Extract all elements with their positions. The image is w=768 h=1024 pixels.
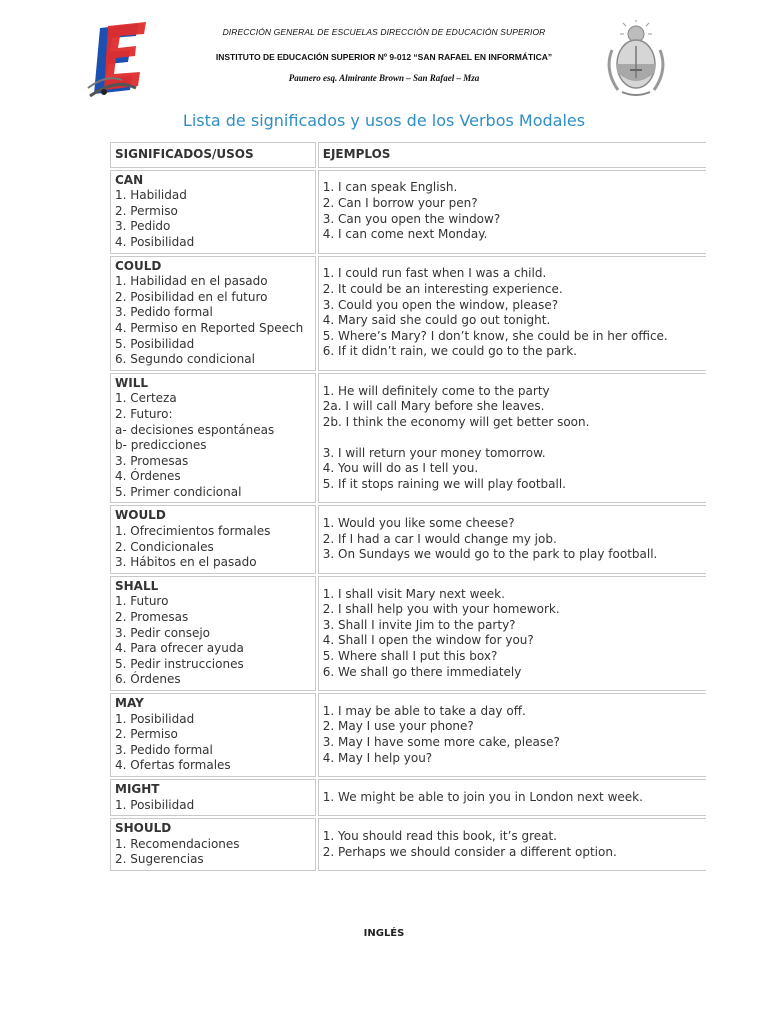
uses-cell xyxy=(110,693,316,777)
use-item: 5. Posibilidad xyxy=(115,336,195,351)
use-item: 3. Pedir consejo xyxy=(115,625,211,640)
table-row xyxy=(110,576,706,691)
use-item: 1. Posibilidad xyxy=(115,711,195,726)
column-header-usos: SIGNIFICADOS/USOS xyxy=(110,142,316,168)
uses-cell xyxy=(110,170,316,254)
example-item: 1. I may be able to take a day off. xyxy=(322,703,526,718)
example-item: 6. If it didn’t rain, we could go to the park. xyxy=(322,344,577,359)
examples-cell xyxy=(318,170,706,254)
footer-subject: INGLÉS xyxy=(363,928,405,939)
use-item: b- predicciones xyxy=(115,438,207,453)
example-item: 1. I shall visit Mary next week. xyxy=(322,586,505,601)
example-item: 4. I can come next Monday. xyxy=(322,227,488,242)
use-item: 2. Promesas xyxy=(115,610,189,625)
use-item: 6. Órdenes xyxy=(115,672,181,687)
verb-name: COULD xyxy=(115,258,162,273)
verb-name: MAY xyxy=(115,696,144,710)
use-item: 5. Primer condicional xyxy=(115,484,242,499)
document-title: Lista de significados y usos de los Verbos Modales xyxy=(182,111,586,130)
uses-cell xyxy=(110,373,316,504)
example-item: 2. Can I borrow your pen? xyxy=(322,195,478,210)
use-item: 2. Futuro: xyxy=(115,406,173,421)
table-header-row xyxy=(110,142,706,168)
example-spacer xyxy=(323,430,702,446)
examples-cell xyxy=(318,818,706,871)
example-item: 2a. I will call Mary before she leaves. xyxy=(322,399,545,414)
uses-cell xyxy=(110,505,316,573)
coat-of-arms-icon xyxy=(604,20,668,98)
table-row xyxy=(110,693,706,777)
use-item: 4. Posibilidad xyxy=(115,234,195,249)
example-item: 4. You will do as I tell you. xyxy=(322,461,479,476)
column-header-ejemplos: EJEMPLOS xyxy=(318,142,706,168)
table-row xyxy=(110,373,706,504)
use-item: 4. Ofertas formales xyxy=(115,758,231,773)
use-item: 2. Posibilidad en el futuro xyxy=(115,289,268,304)
example-item: 3. On Sundays we would go to the park to play football. xyxy=(322,547,658,562)
verb-name: WILL xyxy=(115,375,148,390)
use-item: 1. Recomendaciones xyxy=(115,836,240,851)
use-item: 3. Hábitos en el pasado xyxy=(115,555,257,570)
table-row xyxy=(110,505,706,573)
use-item: 2. Permiso xyxy=(115,203,178,218)
use-item: 1. Habilidad xyxy=(115,188,187,203)
example-item: 2. May I use your phone? xyxy=(322,719,474,734)
examples-cell xyxy=(318,505,706,573)
example-item: 4. Shall I open the window for you? xyxy=(322,633,534,648)
table-row xyxy=(110,779,706,816)
example-item: 3. Shall I invite Jim to the party? xyxy=(322,617,516,632)
use-item: 1. Posibilidad xyxy=(115,797,195,812)
use-item: 1. Ofrecimientos formales xyxy=(115,524,271,539)
table-row xyxy=(110,818,706,871)
use-item: 3. Pedido formal xyxy=(115,305,213,320)
example-item: 2b. I think the economy will get better soon. xyxy=(322,414,590,429)
example-item: 3. May I have some more cake, please? xyxy=(322,734,560,749)
use-item: 1. Habilidad en el pasado xyxy=(115,274,268,289)
verb-name: CAN xyxy=(115,172,144,187)
example-item: 2. I shall help you with your homework. xyxy=(322,602,560,617)
example-item: 1. He will definitely come to the party xyxy=(322,383,550,398)
verb-name: SHOULD xyxy=(115,821,172,836)
use-item: 5. Pedir instrucciones xyxy=(115,656,244,671)
example-item: 4. May I help you? xyxy=(322,750,433,765)
use-item: 4. Permiso en Reported Speech xyxy=(115,320,304,335)
modal-verbs-table xyxy=(108,140,708,873)
uses-cell xyxy=(110,576,316,691)
uses-cell xyxy=(110,256,316,371)
header-line-direcciones: DIRECCIÓN GENERAL DE ESCUELAS DIRECCIÓN DE EDUCACIÓN SUPERIOR xyxy=(222,27,546,37)
example-item: 5. Where’s Mary? I don’t know, she could be in her office. xyxy=(322,328,668,343)
use-item: 2. Permiso xyxy=(115,727,178,742)
example-item: 1. I could run fast when I was a child. xyxy=(322,266,547,281)
table-row xyxy=(110,256,706,371)
example-item: 5. Where shall I put this box? xyxy=(322,649,498,664)
example-item: 1. Would you like some cheese? xyxy=(322,516,515,531)
header-line-instituto: INSTITUTO DE EDUCACIÓN SUPERIOR Nº 9-012 “SAN RAFAEL EN INFORMÁTICA” xyxy=(215,52,553,62)
examples-cell xyxy=(318,373,706,504)
examples-cell xyxy=(318,693,706,777)
example-item: 1. I can speak English. xyxy=(322,180,458,195)
example-item: 1. You should read this book, it’s great. xyxy=(322,828,557,843)
example-item: 2. It could be an interesting experience. xyxy=(322,281,563,296)
example-item: 2. Perhaps we should consider a different option. xyxy=(322,844,617,859)
examples-cell xyxy=(318,576,706,691)
table-row xyxy=(110,170,706,254)
document-header xyxy=(0,0,768,100)
example-item: 3. Can you open the window? xyxy=(322,211,501,226)
verb-name: MIGHT xyxy=(115,781,160,796)
verb-name: SHALL xyxy=(115,578,159,593)
example-item: 2. If I had a car I would change my job. xyxy=(322,531,557,546)
use-item: 3. Pedido xyxy=(115,219,171,234)
use-item: 2. Condicionales xyxy=(115,539,214,554)
use-item: 3. Pedido formal xyxy=(115,742,213,757)
use-item: 2. Sugerencias xyxy=(115,852,204,867)
header-line-direccion: Paunero esq. Almirante Brown – San Rafael – Mza xyxy=(288,73,480,83)
use-item: 1. Futuro xyxy=(115,594,169,609)
use-item: 4. Órdenes xyxy=(115,469,181,484)
examples-cell xyxy=(318,779,706,816)
example-item: 3. I will return your money tomorrow. xyxy=(322,445,546,460)
uses-cell xyxy=(110,818,316,871)
example-item: 5. If it stops raining we will play football. xyxy=(322,477,566,492)
table-body xyxy=(110,170,706,871)
use-item: 3. Promesas xyxy=(115,453,189,468)
use-item: 6. Segundo condicional xyxy=(115,352,255,367)
use-item: 1. Certeza xyxy=(115,391,177,406)
verb-name: WOULD xyxy=(115,508,166,523)
example-item: 1. We might be able to join you in London next week. xyxy=(322,789,643,804)
use-item: 4. Para ofrecer ayuda xyxy=(115,641,244,656)
uses-cell xyxy=(110,779,316,816)
use-item: a- decisiones espontáneas xyxy=(115,422,275,437)
example-item: 6. We shall go there immediately xyxy=(322,664,522,679)
example-item: 4. Mary said she could go out tonight. xyxy=(322,313,551,328)
examples-cell xyxy=(318,256,706,371)
example-item: 3. Could you open the window, please? xyxy=(322,297,559,312)
